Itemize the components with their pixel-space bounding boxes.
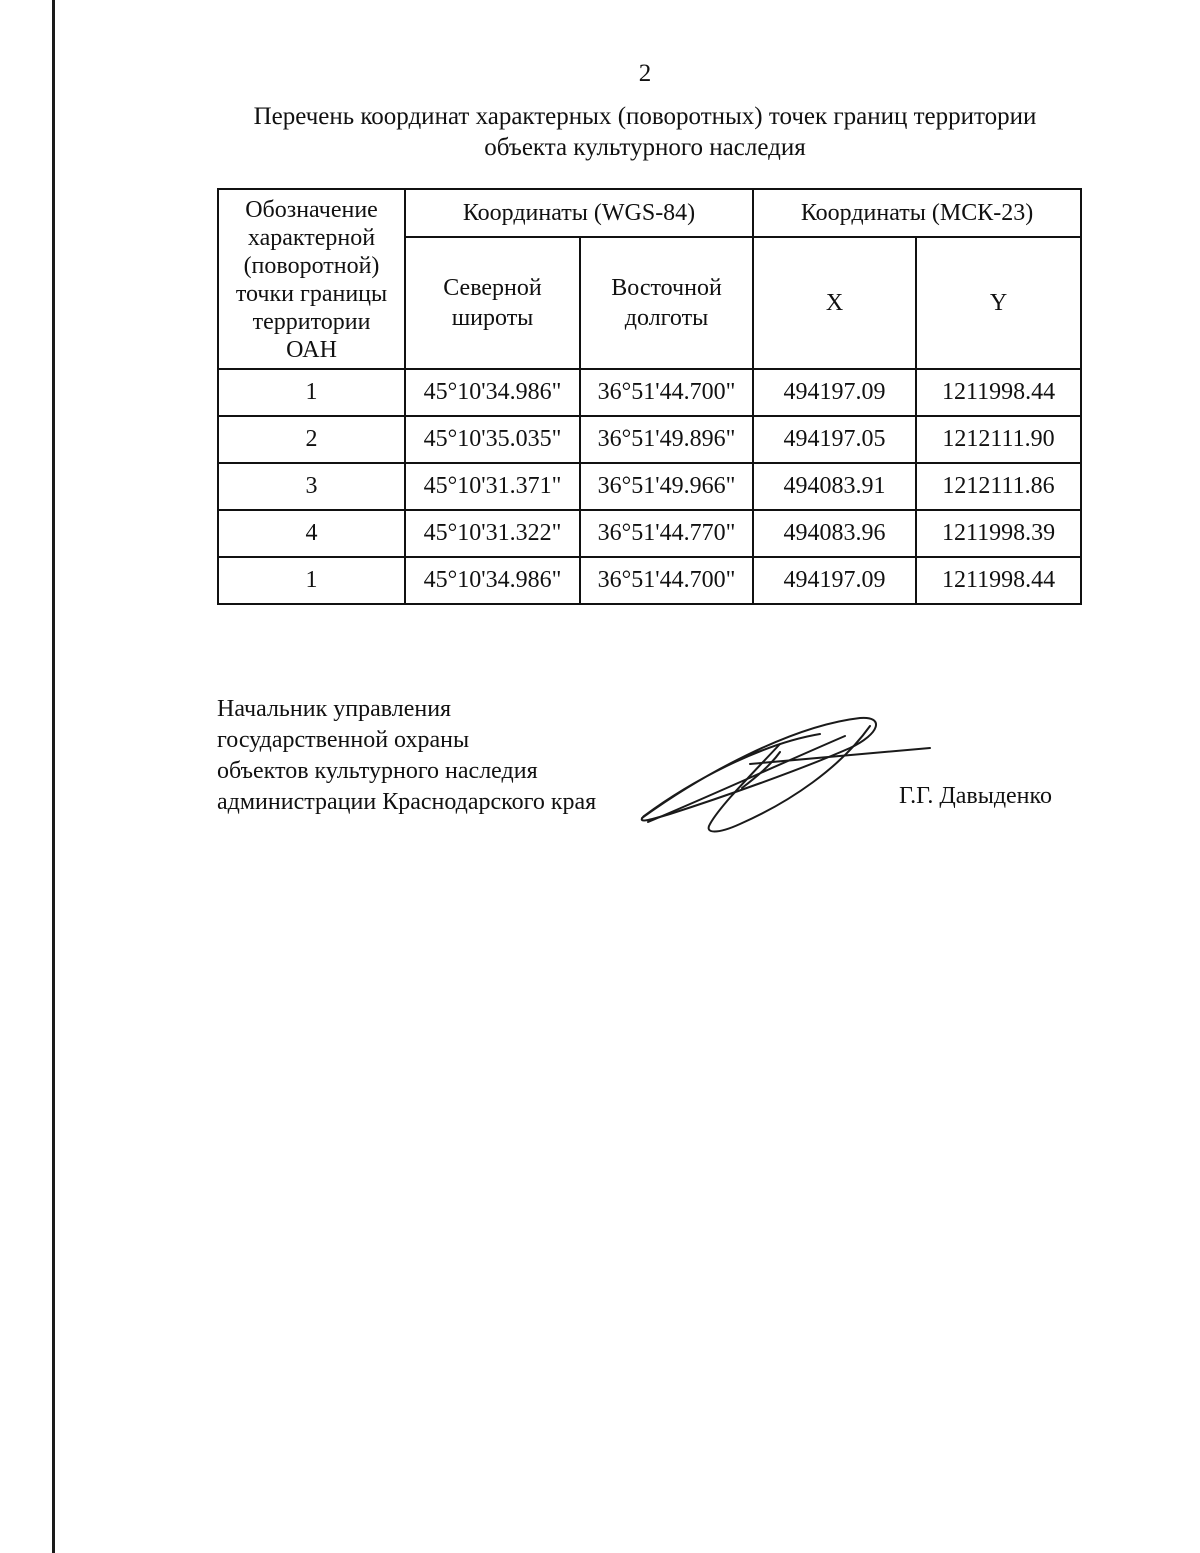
header-group-msk23: Координаты (МСК-23)	[753, 189, 1081, 237]
table-row	[218, 510, 1081, 557]
header-point-line: Обозначение	[245, 197, 378, 223]
cell-y: 1211998.44	[916, 369, 1081, 416]
cell-east: 36°51'49.896"	[580, 416, 753, 463]
header-north-line: широты	[451, 305, 534, 331]
header-east-line: долготы	[624, 305, 709, 331]
cell-east: 36°51'49.966"	[580, 463, 753, 510]
cell-point: 3	[218, 463, 405, 510]
cell-point: 2	[218, 416, 405, 463]
signatory-position-line: объектов культурного наследия	[217, 758, 538, 784]
document-title-line-1: Перечень координат характерных (поворотных) точек границ территории	[253, 103, 1037, 130]
cell-east: 36°51'44.770"	[580, 510, 753, 557]
signatory-position-line: государственной охраны	[217, 727, 470, 753]
header-point-line: территории	[252, 309, 371, 335]
table-row	[218, 369, 1081, 416]
cell-x: 494083.91	[753, 463, 916, 510]
header-point-line: точки границы	[235, 281, 388, 307]
header-east-line: Восточной	[611, 275, 722, 301]
cell-north: 45°10'31.322"	[405, 510, 580, 557]
header-point-line: ОАН	[286, 337, 337, 363]
header-point-line: (поворотной)	[243, 253, 380, 279]
cell-point: 1	[218, 557, 405, 604]
cell-north: 45°10'34.986"	[405, 369, 580, 416]
signatory-name: Г.Г. Давыденко	[899, 783, 1052, 809]
cell-north: 45°10'31.371"	[405, 463, 580, 510]
cell-x: 494197.09	[753, 557, 916, 604]
table-row	[218, 463, 1081, 510]
header-east-longitude	[580, 237, 753, 369]
table-row	[218, 557, 1081, 604]
cell-north: 45°10'35.035"	[405, 416, 580, 463]
cell-point: 4	[218, 510, 405, 557]
header-group-wgs84: Координаты (WGS-84)	[405, 189, 753, 237]
table-row	[218, 416, 1081, 463]
cell-y: 1211998.44	[916, 557, 1081, 604]
document-title-line-2: объекта культурного наследия	[484, 134, 806, 161]
header-x: X	[753, 237, 916, 369]
header-point-line: характерной	[247, 225, 376, 251]
header-north-line: Северной	[443, 275, 542, 301]
cell-east: 36°51'44.700"	[580, 369, 753, 416]
cell-y: 1211998.39	[916, 510, 1081, 557]
signatory-position	[217, 694, 596, 818]
header-point-designation	[218, 189, 405, 369]
cell-x: 494197.09	[753, 369, 916, 416]
cell-east: 36°51'44.700"	[580, 557, 753, 604]
coordinates-table	[217, 188, 1082, 605]
cell-north: 45°10'34.986"	[405, 557, 580, 604]
signatory-position-line: Начальник управления	[217, 696, 452, 722]
cell-y: 1212111.86	[916, 463, 1081, 510]
cell-x: 494083.96	[753, 510, 916, 557]
header-north-latitude	[405, 237, 580, 369]
document-title	[200, 101, 1090, 163]
header-y: Y	[916, 237, 1081, 369]
scan-edge-line	[52, 0, 55, 1553]
cell-x: 494197.05	[753, 416, 916, 463]
cell-y: 1212111.90	[916, 416, 1081, 463]
signatory-position-line: администрации Краснодарского края	[217, 789, 597, 815]
page-number: 2	[638, 60, 652, 87]
handwritten-signature-icon	[630, 706, 940, 846]
cell-point: 1	[218, 369, 405, 416]
